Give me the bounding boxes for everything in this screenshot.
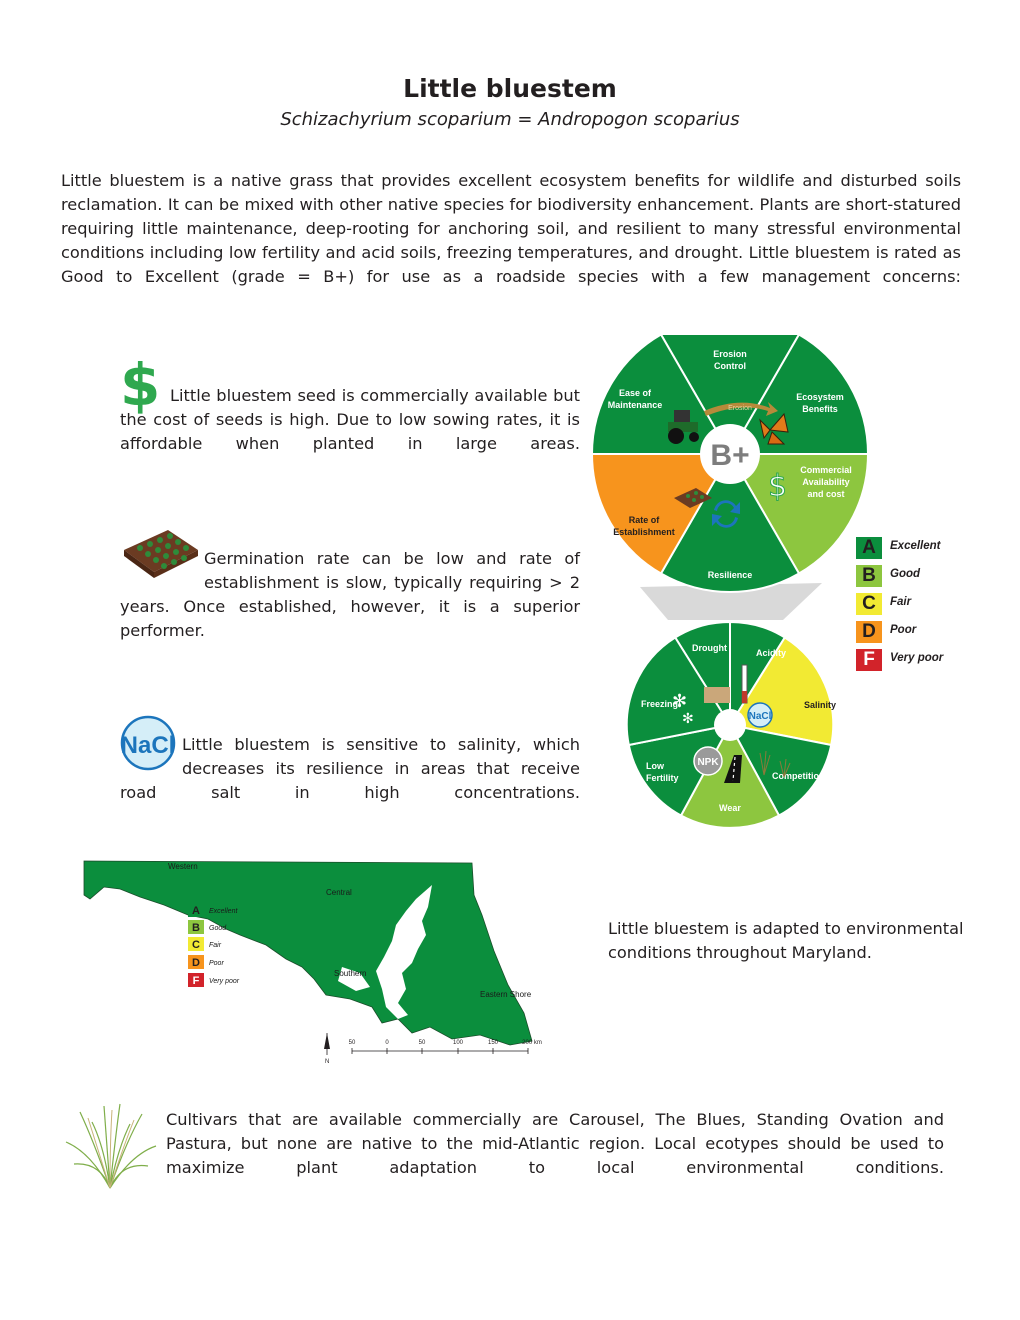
scientific-name: Schizachyrium scoparium = Andropogon scoparius: [280, 109, 740, 130]
region-western: Western: [168, 862, 198, 871]
snowflake-icon: ✻: [672, 691, 688, 712]
svg-text:D: D: [192, 957, 200, 969]
svg-text:150: 150: [487, 1040, 499, 1046]
intro-paragraph: Little bluestem is a native grass that provides excellent ecosystem benefits for wildlife and disturbed soils reclamation. It can be mixed with other native species for biodiversity enhancement. Plants are short-statured requiring little maintenance, deep-rooting for anchoring soil, and resilient to many stressful environmental conditions including low fertility and acid soils, freezing temperatures, and drought. Little bluestem is rated as Good to Excellent (grade = B+) for use as a roadside species with a few management concerns:: [61, 171, 961, 286]
maryland-shape: [84, 861, 532, 1045]
svg-text:NPK: NPK: [697, 757, 719, 768]
svg-text:Maintenance: Maintenance: [607, 400, 663, 410]
svg-text:Poor: Poor: [209, 960, 224, 967]
establishment-text: Germination rate can be low and rate of establishment is slow, typically requiring > 2 years. Once established, however, it is a superior performer.: [120, 549, 580, 640]
nacl-icon: [120, 714, 178, 772]
region-southern: Southern: [334, 969, 367, 978]
svg-text:Rate of: Rate of: [628, 515, 660, 525]
svg-text:Commercial: Commercial: [800, 465, 852, 475]
maryland-map: [80, 855, 560, 1070]
svg-text:200 km: 200 km: [522, 1040, 542, 1046]
svg-text:50: 50: [348, 1040, 356, 1046]
north-arrow-icon: [324, 1033, 330, 1065]
rating-diagram: [588, 335, 878, 835]
dollar-icon: $: [120, 351, 161, 419]
svg-text:Fair: Fair: [209, 942, 222, 949]
svg-text:C: C: [192, 939, 200, 951]
svg-text:Erosion: Erosion: [728, 405, 752, 412]
svg-text:Ease of: Ease of: [618, 388, 652, 398]
svg-text:Excellent: Excellent: [209, 908, 238, 915]
svg-text:Drought: Drought: [692, 643, 727, 653]
svg-text:Competition: Competition: [772, 771, 825, 781]
svg-text:Erosion: Erosion: [713, 349, 747, 359]
legend-row-b: B Good: [856, 565, 882, 589]
svg-text:Freezing: Freezing: [641, 699, 679, 709]
svg-text:A: A: [192, 905, 200, 917]
main-wheel: [592, 335, 868, 592]
cultivars-text: Cultivars that are available commercially are Carousel, The Blues, Standing Ovation and Pastura, but none are native to the mid-Atlantic region. Local ecotypes should be used to maximize plant adaptation to local environmental conditions.: [166, 1110, 944, 1177]
svg-text:Fertility: Fertility: [646, 773, 679, 783]
svg-text:Low: Low: [646, 761, 664, 771]
svg-text:and cost: and cost: [807, 489, 845, 499]
map-caption: Little bluestem is adapted to environmental conditions throughout Maryland.: [608, 919, 964, 962]
snowflake-small-icon: ✻: [682, 711, 694, 727]
region-eastern-shore: Eastern Shore: [480, 990, 532, 999]
svg-text:Acidity: Acidity: [756, 648, 787, 658]
svg-text:Control: Control: [714, 361, 746, 371]
svg-text:50: 50: [418, 1040, 426, 1046]
region-central: Central: [326, 888, 352, 897]
grade-legend: [856, 537, 976, 677]
svg-text:F: F: [192, 975, 200, 987]
svg-text:B: B: [192, 922, 200, 934]
svg-text:Availability: Availability: [802, 477, 850, 487]
cost-text: Little bluestem seed is commercially available but the cost of seeds is high. Due to low sowing rates, it is affordable when planted in large areas.: [120, 386, 580, 453]
dollar-small-icon: $: [768, 469, 788, 504]
svg-text:100: 100: [452, 1040, 464, 1046]
svg-text:0: 0: [385, 1040, 389, 1046]
svg-text:Very poor: Very poor: [209, 978, 240, 985]
establishment-concern: [120, 522, 580, 667]
grade-label: B+: [710, 439, 750, 472]
svg-text:Ecosystem: Ecosystem: [796, 392, 844, 402]
svg-text:Salinity: Salinity: [804, 700, 837, 710]
svg-text:N: N: [325, 1059, 330, 1065]
svg-text:Wear: Wear: [719, 803, 741, 813]
salinity-concern: [120, 714, 580, 829]
svg-text:NaCl: NaCl: [120, 732, 176, 759]
cost-concern: [120, 351, 580, 480]
legend-row-c: C Fair: [856, 593, 882, 617]
svg-text:Benefits: Benefits: [802, 404, 838, 414]
cracked-soil-icon: [704, 687, 730, 703]
legend-row-d: D Poor: [856, 621, 882, 645]
svg-text:Resilience: Resilience: [707, 570, 753, 580]
resilience-wheel: [627, 622, 836, 828]
page-title: Little bluestem: [403, 74, 617, 103]
salinity-text: Little bluestem is sensitive to salinity, which decreases its resilience in areas that receive road salt in high concentrations.: [120, 735, 580, 802]
svg-text:Establishment: Establishment: [613, 527, 675, 537]
seedling-tray-icon: [120, 522, 200, 582]
legend-row-a: A Excellent: [856, 537, 882, 561]
svg-text:Good: Good: [209, 925, 227, 932]
grass-clump-icon: [60, 1102, 160, 1192]
svg-text:NaCl: NaCl: [748, 711, 772, 722]
legend-row-f: F Very poor: [856, 649, 882, 673]
